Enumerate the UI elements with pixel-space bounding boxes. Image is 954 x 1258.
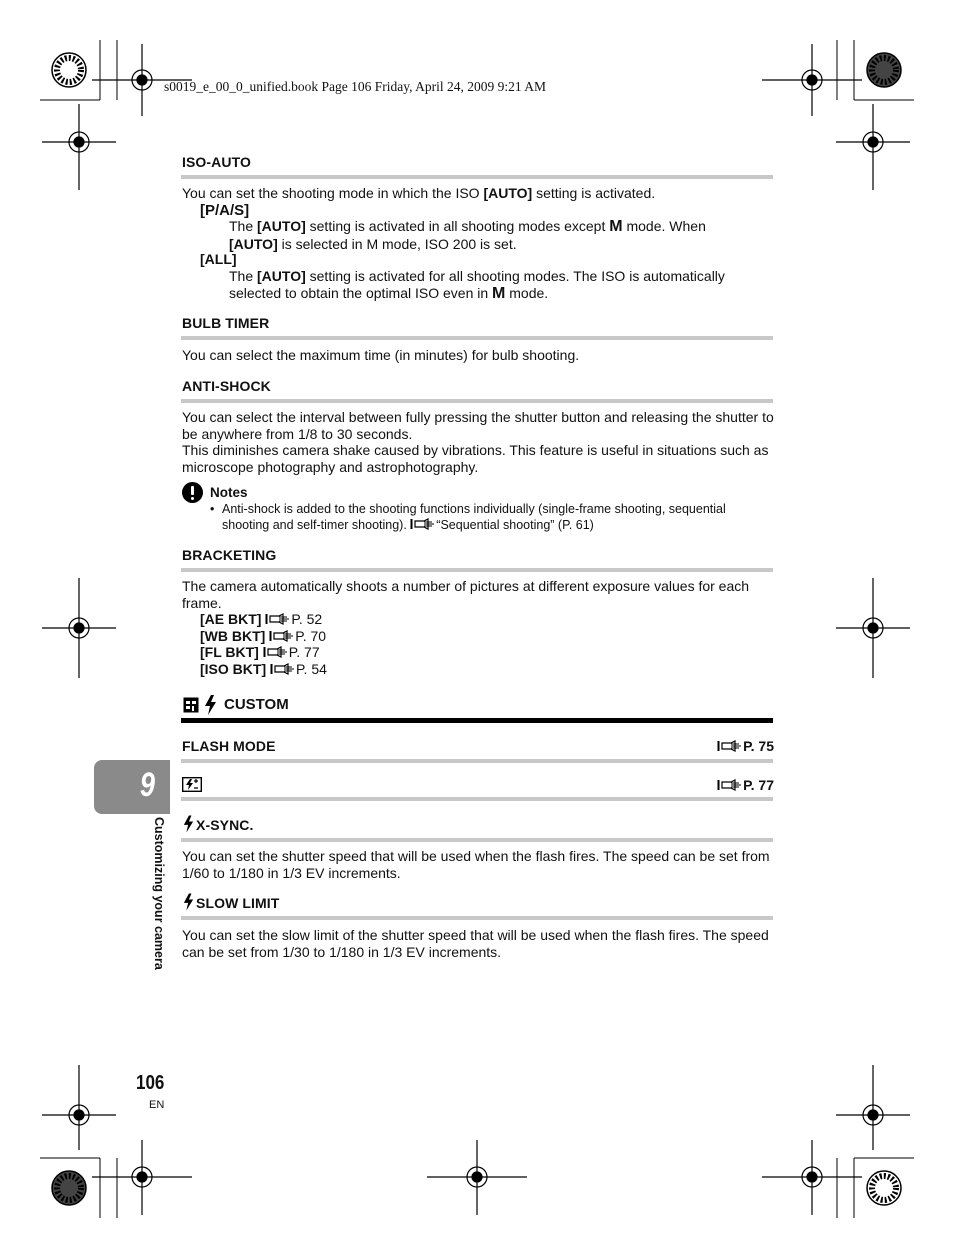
m-mode-glyph: M — [492, 284, 506, 302]
subsection-title-flash-mode: FLASH MODE — [182, 738, 276, 754]
m-mode-glyph: M — [609, 218, 623, 235]
pas-description: The [AUTO] setting is activated in all shooting modes except M mode. When [AUTO] is selected in M mode, ISO 200 is set. — [229, 218, 706, 252]
subsection-title-x-sync: X-SYNC. — [196, 817, 254, 833]
section-rule — [181, 336, 773, 340]
flash-mode-reference: P. 75 — [714, 738, 774, 754]
custom-menu-icon — [183, 697, 199, 713]
page-reference-icon — [263, 646, 289, 658]
bracketing-list — [200, 611, 327, 677]
flash-compensation-icon — [182, 777, 202, 792]
section-rule — [181, 759, 773, 763]
bracketing-text: The camera automatically shoots a number of pictures at different exposure values for each frame. — [182, 578, 750, 611]
list-item: [FL BKT] P. 77 — [200, 644, 320, 660]
section-title-anti-shock: ANTI-SHOCK — [182, 378, 271, 394]
page-reference-icon — [270, 663, 296, 675]
note-text: Anti-shock is added to the shooting functions individually (single-frame shooting, sequential shooting and self-timer shooting). “Sequential shooting” (P. 61) — [222, 502, 726, 532]
notes-alert-icon — [182, 482, 203, 503]
notes-title: Notes — [210, 485, 248, 500]
section-rule — [181, 399, 773, 403]
chapter-number: 9 — [139, 766, 156, 804]
flash-comp-reference: P. 77 — [714, 777, 774, 793]
pas-label: [P/A/S] — [200, 202, 250, 219]
book-header-info: s0019_e_00_0_unified.book Page 106 Friday, April 24, 2009 9:21 AM — [164, 79, 546, 94]
page-number: 106 — [136, 1072, 165, 1094]
section-rule — [181, 568, 773, 572]
list-item: [ISO BKT] P. 54 — [200, 660, 327, 677]
subsection-title-slow-limit: SLOW LIMIT — [196, 895, 280, 911]
anti-shock-para-2: This diminishes camera shake caused by vibrations. This feature is useful in situations such as microscope photography and astrophotography. — [182, 442, 769, 475]
section-title-iso-auto: ISO-AUTO — [182, 154, 251, 170]
flash-icon — [204, 695, 217, 715]
list-item: [AE BKT] P. 52 — [200, 611, 323, 627]
flash-icon — [183, 815, 194, 833]
flash-icon — [183, 893, 194, 911]
chapter-tab — [94, 760, 170, 814]
section-title-custom: CUSTOM — [224, 696, 289, 713]
list-item: [WB BKT] P. 70 — [200, 627, 327, 644]
all-label: [ALL] — [200, 251, 237, 267]
section-rule — [181, 175, 773, 179]
section-rule — [181, 838, 773, 842]
section-rule-heavy — [181, 718, 773, 723]
page-reference-icon — [265, 613, 291, 625]
slow-limit-text: You can set the slow limit of the shutter speed that will be used when the flash fires. The speed can be set from 1/30 to 1/180 in 1/3 EV increments. — [182, 927, 769, 960]
note-bullet: • — [210, 502, 215, 516]
page-reference-icon — [410, 518, 436, 530]
chapter-title-vertical: Customizing your camera — [152, 817, 166, 970]
x-sync-text: You can set the shutter speed that will be used when the flash fires. The speed can be set from 1/60 to 1/180 in 1/3 EV increments. — [182, 848, 770, 881]
page-reference-icon — [717, 779, 743, 791]
language-code: EN — [149, 1099, 165, 1111]
all-description: The [AUTO] setting is activated for all shooting modes. The ISO is automatically selected to obtain the optimal ISO even in M mode. — [229, 268, 725, 302]
iso-auto-intro: You can set the shooting mode in which the ISO [AUTO] setting is activated. — [182, 185, 656, 201]
page-reference-icon — [269, 630, 295, 642]
anti-shock-para-1: You can select the interval between fully pressing the shutter button and releasing the shutter to be anywhere from 1/8 to 30 seconds. — [182, 409, 774, 442]
bulb-timer-text: You can select the maximum time (in minutes) for bulb shooting. — [182, 347, 580, 363]
section-rule — [181, 916, 773, 920]
section-rule — [181, 797, 773, 801]
section-title-bulb-timer: BULB TIMER — [182, 315, 270, 331]
section-title-bracketing: BRACKETING — [182, 547, 277, 563]
page-reference-icon — [717, 740, 743, 752]
